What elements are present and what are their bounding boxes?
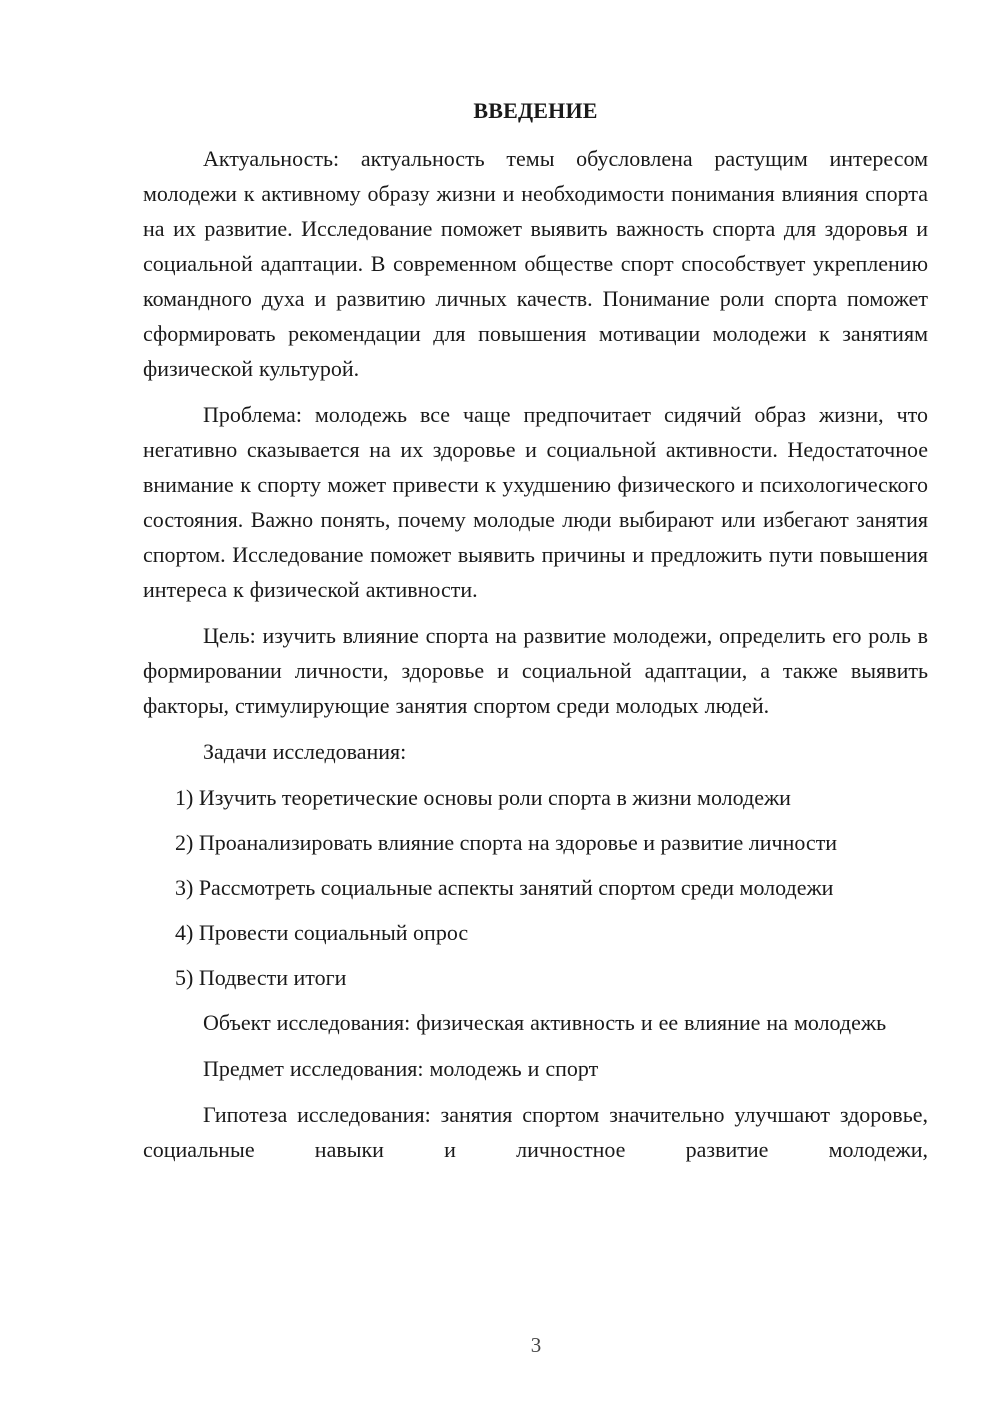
list-item: 3) Рассмотреть социальные аспекты занятий спортом среди молодежи — [175, 875, 834, 900]
page-number: 3 — [530, 1333, 542, 1357]
list-item: 2) Проанализировать влияние спорта на здоровье и развитие личности — [175, 830, 838, 855]
list-item: 5) Подвести итоги — [175, 965, 347, 990]
paragraph-object: Объект исследования: физическая активность и ее влияние на молодежь — [203, 1010, 887, 1035]
tasks-list — [143, 780, 928, 995]
paragraph-relevance: Актуальность: актуальность темы обусловлена растущим интересом молодежи к активному образу жизни и необходимости понимания влияния спорта на их развитие. Исследование поможет выявить важность спорта для здоровья и социальной адаптации. В современном обществе спорт способствует укреплению командного духа и развитию личных качеств. Понимание роли спорта поможет сформировать рекомендации для повышения мотивации молодежи к занятиям физической культурой. — [143, 146, 928, 381]
list-item: 1) Изучить теоретические основы роли спорта в жизни молодежи — [175, 785, 791, 810]
document-page — [143, 93, 928, 1178]
list-item: 4) Провести социальный опрос — [175, 920, 469, 945]
paragraph-hypothesis: Гипотеза исследования: занятия спортом значительно улучшают здоровье, социальные навыки и личностное развитие молодежи, — [143, 1102, 928, 1162]
section-heading: ВВЕДЕНИЕ — [473, 98, 598, 123]
paragraph-goal: Цель: изучить влияние спорта на развитие молодежи, определить его роль в формировании личности, здоровье и социальной адаптации, а также выявить факторы, стимулирующие занятия спортом среди молодых людей. — [143, 623, 928, 718]
paragraph-tasks-intro: Задачи исследования: — [203, 739, 407, 764]
paragraph-subject: Предмет исследования: молодежь и спорт — [203, 1056, 599, 1081]
paragraph-problem: Проблема: молодежь все чаще предпочитает сидячий образ жизни, что негативно сказывается на их здоровье и социальной активности. Недостаточное внимание к спорту может привести к ухудшению физического и психологического состояния. Важно понять, почему молодые люди выбирают или избегают занятия спортом. Исследование поможет выявить причины и предложить пути повышения интереса к физической активности. — [143, 402, 928, 602]
